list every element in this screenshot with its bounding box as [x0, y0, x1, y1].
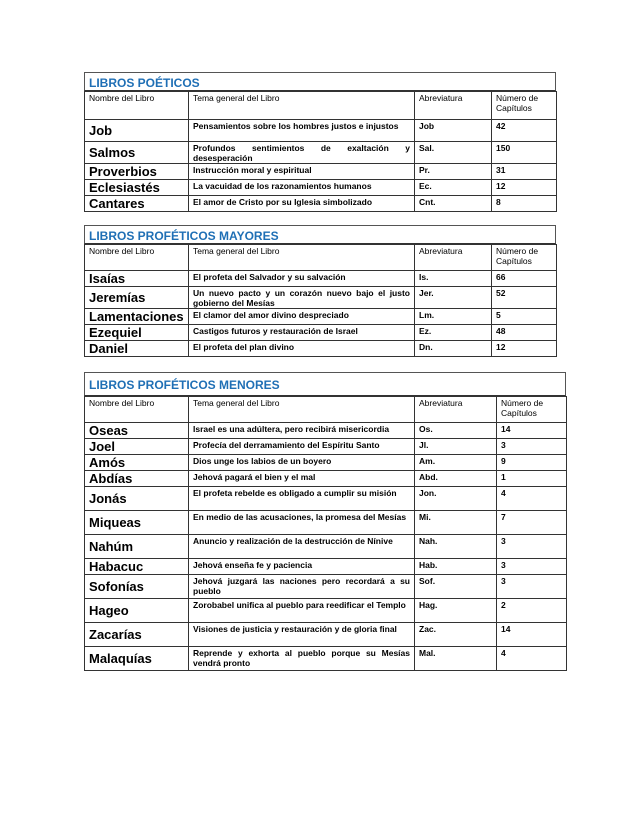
- book-chapters: 4: [497, 487, 567, 511]
- book-abbreviation: Am.: [415, 455, 497, 471]
- book-chapters: 8: [492, 196, 557, 212]
- book-name: Jonás: [85, 487, 189, 511]
- book-theme: Instrucción moral y espiritual: [189, 164, 415, 180]
- book-theme: El amor de Cristo por su Iglesia simbolizado: [189, 196, 415, 212]
- book-name: Cantares: [85, 196, 189, 212]
- book-name: Proverbios: [85, 164, 189, 180]
- book-chapters: 9: [497, 455, 567, 471]
- book-name: Zacarías: [85, 623, 189, 647]
- book-chapters: 3: [497, 439, 567, 455]
- book-theme: Reprende y exhorta al pueblo porque su Mesías vendrá pronto: [189, 647, 415, 671]
- book-chapters: 3: [497, 575, 567, 599]
- table-row: [85, 535, 567, 559]
- book-name: Lamentaciones: [85, 309, 189, 325]
- book-chapters: 14: [497, 623, 567, 647]
- table-row: [85, 120, 557, 142]
- books-table: [84, 91, 557, 212]
- table-row: [85, 164, 557, 180]
- section-title: LIBROS PROFÉTICOS MENORES: [84, 372, 566, 396]
- table-row: [85, 423, 567, 439]
- book-theme: Dios unge los labios de un boyero: [189, 455, 415, 471]
- table-row: [85, 455, 567, 471]
- book-theme: El profeta rebelde es obligado a cumplir su misión: [189, 487, 415, 511]
- book-chapters: 4: [497, 647, 567, 671]
- book-chapters: 66: [492, 271, 557, 287]
- books-table: [84, 244, 557, 357]
- section-title: LIBROS POÉTICOS: [84, 72, 556, 91]
- book-theme: Jehová enseña fe y paciencia: [189, 559, 415, 575]
- book-abbreviation: Zac.: [415, 623, 497, 647]
- book-abbreviation: Hab.: [415, 559, 497, 575]
- header-capitulos: Número de Capítulos: [492, 92, 557, 120]
- table-row: [85, 647, 567, 671]
- book-chapters: 5: [492, 309, 557, 325]
- header-abreviatura: Abreviatura: [415, 245, 492, 271]
- table-row: [85, 439, 567, 455]
- table-row: [85, 309, 557, 325]
- book-abbreviation: Dn.: [415, 341, 492, 357]
- book-theme: El profeta del plan divino: [189, 341, 415, 357]
- table-row: [85, 487, 567, 511]
- table-row: [85, 471, 567, 487]
- table-row: [85, 559, 567, 575]
- table-row: [85, 325, 557, 341]
- header-abreviatura: Abreviatura: [415, 397, 497, 423]
- book-chapters: 2: [497, 599, 567, 623]
- book-name: Joel: [85, 439, 189, 455]
- book-theme: Visiones de justicia y restauración y de gloria final: [189, 623, 415, 647]
- book-chapters: 150: [492, 142, 557, 164]
- header-nombre: Nombre del Libro: [85, 245, 189, 271]
- book-name: Nahúm: [85, 535, 189, 559]
- book-abbreviation: Lm.: [415, 309, 492, 325]
- table-row: [85, 623, 567, 647]
- table-row: [85, 575, 567, 599]
- book-theme: Jehová juzgará las naciones pero recordará a su pueblo: [189, 575, 415, 599]
- book-chapters: 52: [492, 287, 557, 309]
- section-libros-profeticos-menores: [84, 372, 566, 671]
- book-chapters: 1: [497, 471, 567, 487]
- book-chapters: 31: [492, 164, 557, 180]
- header-nombre: Nombre del Libro: [85, 397, 189, 423]
- book-chapters: 12: [492, 180, 557, 196]
- book-chapters: 42: [492, 120, 557, 142]
- table-row: [85, 271, 557, 287]
- table-row: [85, 511, 567, 535]
- book-name: Ezequiel: [85, 325, 189, 341]
- book-theme: Castigos futuros y restauración de Israel: [189, 325, 415, 341]
- books-table: [84, 396, 567, 671]
- book-abbreviation: Hag.: [415, 599, 497, 623]
- book-name: Job: [85, 120, 189, 142]
- header-capitulos: Número de Capítulos: [492, 245, 557, 271]
- book-chapters: 3: [497, 559, 567, 575]
- book-chapters: 12: [492, 341, 557, 357]
- table-row: [85, 196, 557, 212]
- book-abbreviation: Os.: [415, 423, 497, 439]
- book-theme: Un nuevo pacto y un corazón nuevo bajo el justo gobierno del Mesías: [189, 287, 415, 309]
- section-libros-profeticos-mayores: [84, 225, 556, 357]
- book-abbreviation: Jon.: [415, 487, 497, 511]
- book-name: Habacuc: [85, 559, 189, 575]
- header-tema: Tema general del Libro: [189, 397, 415, 423]
- book-abbreviation: Abd.: [415, 471, 497, 487]
- book-theme: Israel es una adúltera, pero recibirá misericordia: [189, 423, 415, 439]
- book-name: Abdías: [85, 471, 189, 487]
- book-name: Isaías: [85, 271, 189, 287]
- header-capitulos: Número de Capítulos: [497, 397, 567, 423]
- book-chapters: 7: [497, 511, 567, 535]
- book-theme: Profecía del derramamiento del Espíritu Santo: [189, 439, 415, 455]
- table-row: [85, 142, 557, 164]
- book-theme: El clamor del amor divino despreciado: [189, 309, 415, 325]
- section-title: LIBROS PROFÉTICOS MAYORES: [84, 225, 556, 244]
- book-abbreviation: Nah.: [415, 535, 497, 559]
- book-theme: En medio de las acusaciones, la promesa del Mesías: [189, 511, 415, 535]
- table-header-row: [85, 245, 557, 271]
- book-theme: Zorobabel unifica al pueblo para reedificar el Templo: [189, 599, 415, 623]
- book-abbreviation: Mi.: [415, 511, 497, 535]
- table-row: [85, 287, 557, 309]
- book-abbreviation: Ez.: [415, 325, 492, 341]
- book-abbreviation: Ec.: [415, 180, 492, 196]
- book-name: Malaquías: [85, 647, 189, 671]
- book-name: Miqueas: [85, 511, 189, 535]
- book-name: Sofonías: [85, 575, 189, 599]
- book-chapters: 48: [492, 325, 557, 341]
- book-abbreviation: Pr.: [415, 164, 492, 180]
- book-theme: La vacuidad de los razonamientos humanos: [189, 180, 415, 196]
- book-abbreviation: Jl.: [415, 439, 497, 455]
- book-theme: El profeta del Salvador y su salvación: [189, 271, 415, 287]
- table-row: [85, 599, 567, 623]
- header-abreviatura: Abreviatura: [415, 92, 492, 120]
- header-tema: Tema general del Libro: [189, 92, 415, 120]
- header-tema: Tema general del Libro: [189, 245, 415, 271]
- book-name: Amós: [85, 455, 189, 471]
- header-nombre: Nombre del Libro: [85, 92, 189, 120]
- book-name: Hageo: [85, 599, 189, 623]
- book-abbreviation: Jer.: [415, 287, 492, 309]
- book-theme: Profundos sentimientos de exaltación y desesperación: [189, 142, 415, 164]
- section-libros-poeticos: [84, 72, 556, 212]
- book-name: Salmos: [85, 142, 189, 164]
- table-header-row: [85, 92, 557, 120]
- book-theme: Jehová pagará el bien y el mal: [189, 471, 415, 487]
- book-name: Eclesiastés: [85, 180, 189, 196]
- table-row: [85, 180, 557, 196]
- book-abbreviation: Mal.: [415, 647, 497, 671]
- book-abbreviation: Is.: [415, 271, 492, 287]
- book-name: Oseas: [85, 423, 189, 439]
- book-theme: Pensamientos sobre los hombres justos e injustos: [189, 120, 415, 142]
- table-header-row: [85, 397, 567, 423]
- table-row: [85, 341, 557, 357]
- book-abbreviation: Job: [415, 120, 492, 142]
- book-name: Jeremías: [85, 287, 189, 309]
- book-chapters: 3: [497, 535, 567, 559]
- book-abbreviation: Sof.: [415, 575, 497, 599]
- book-name: Daniel: [85, 341, 189, 357]
- book-theme: Anuncio y realización de la destrucción de Nínive: [189, 535, 415, 559]
- book-abbreviation: Cnt.: [415, 196, 492, 212]
- book-abbreviation: Sal.: [415, 142, 492, 164]
- book-chapters: 14: [497, 423, 567, 439]
